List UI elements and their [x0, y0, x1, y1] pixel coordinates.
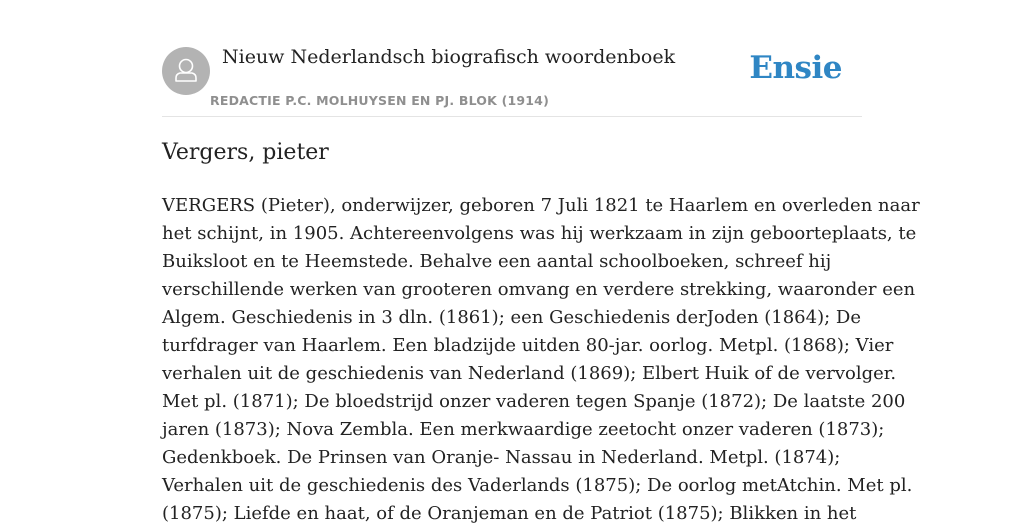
entry-body	[162, 192, 920, 528]
body-line: (1875); Liefde en haat, of de Oranjeman en de Patriot (1875); Blikken in het	[162, 503, 857, 524]
body-line: Met pl. (1871); De bloedstrijd onzer vaderen tegen Spanje (1872); De laatste 200	[162, 391, 906, 412]
ensie-logo[interactable]: Ensie	[749, 50, 842, 86]
body-line: jaren (1873); Nova Zembla. Een merkwaardige zeetocht onzer vaderen (1873);	[162, 419, 885, 440]
source-title[interactable]: Nieuw Nederlandsch biografisch woordenboek	[222, 46, 676, 68]
body-line: het schijnt, in 1905. Achtereenvolgens was hij werkzaam in zijn geboorteplaats, te	[162, 223, 917, 244]
body-line: verschillende werken van grooteren omvang en verdere strekking, waaronder een	[162, 279, 916, 300]
body-line: VERGERS (Pieter), onderwijzer, geboren 7 Juli 1821 te Haarlem en overleden naar	[162, 195, 920, 216]
source-editors: REDACTIE P.C. MOLHUYSEN EN PJ. BLOK (1914)	[210, 93, 549, 108]
avatar[interactable]	[162, 47, 210, 95]
body-line: verhalen uit de geschiedenis van Nederland (1869); Elbert Huik of de vervolger.	[162, 363, 897, 384]
body-line: Gedenkboek. De Prinsen van Oranje- Nassau in Nederland. Metpl. (1874);	[162, 447, 841, 468]
entry-title: Vergers, pieter	[162, 140, 329, 165]
source-header	[162, 40, 862, 117]
body-line: turfdrager van Haarlem. Een bladzijde uitden 80-jar. oorlog. Metpl. (1868); Vier	[162, 335, 894, 356]
body-line: Algem. Geschiedenis in 3 dln. (1861); een Geschiedenis derJoden (1864); De	[162, 307, 861, 328]
body-line: Verhalen uit de geschiedenis des Vaderlands (1875); De oorlog metAtchin. Met pl.	[162, 475, 913, 496]
body-line: Buiksloot en te Heemstede. Behalve een aantal schoolboeken, schreef hij	[162, 251, 832, 272]
user-icon	[162, 47, 210, 95]
